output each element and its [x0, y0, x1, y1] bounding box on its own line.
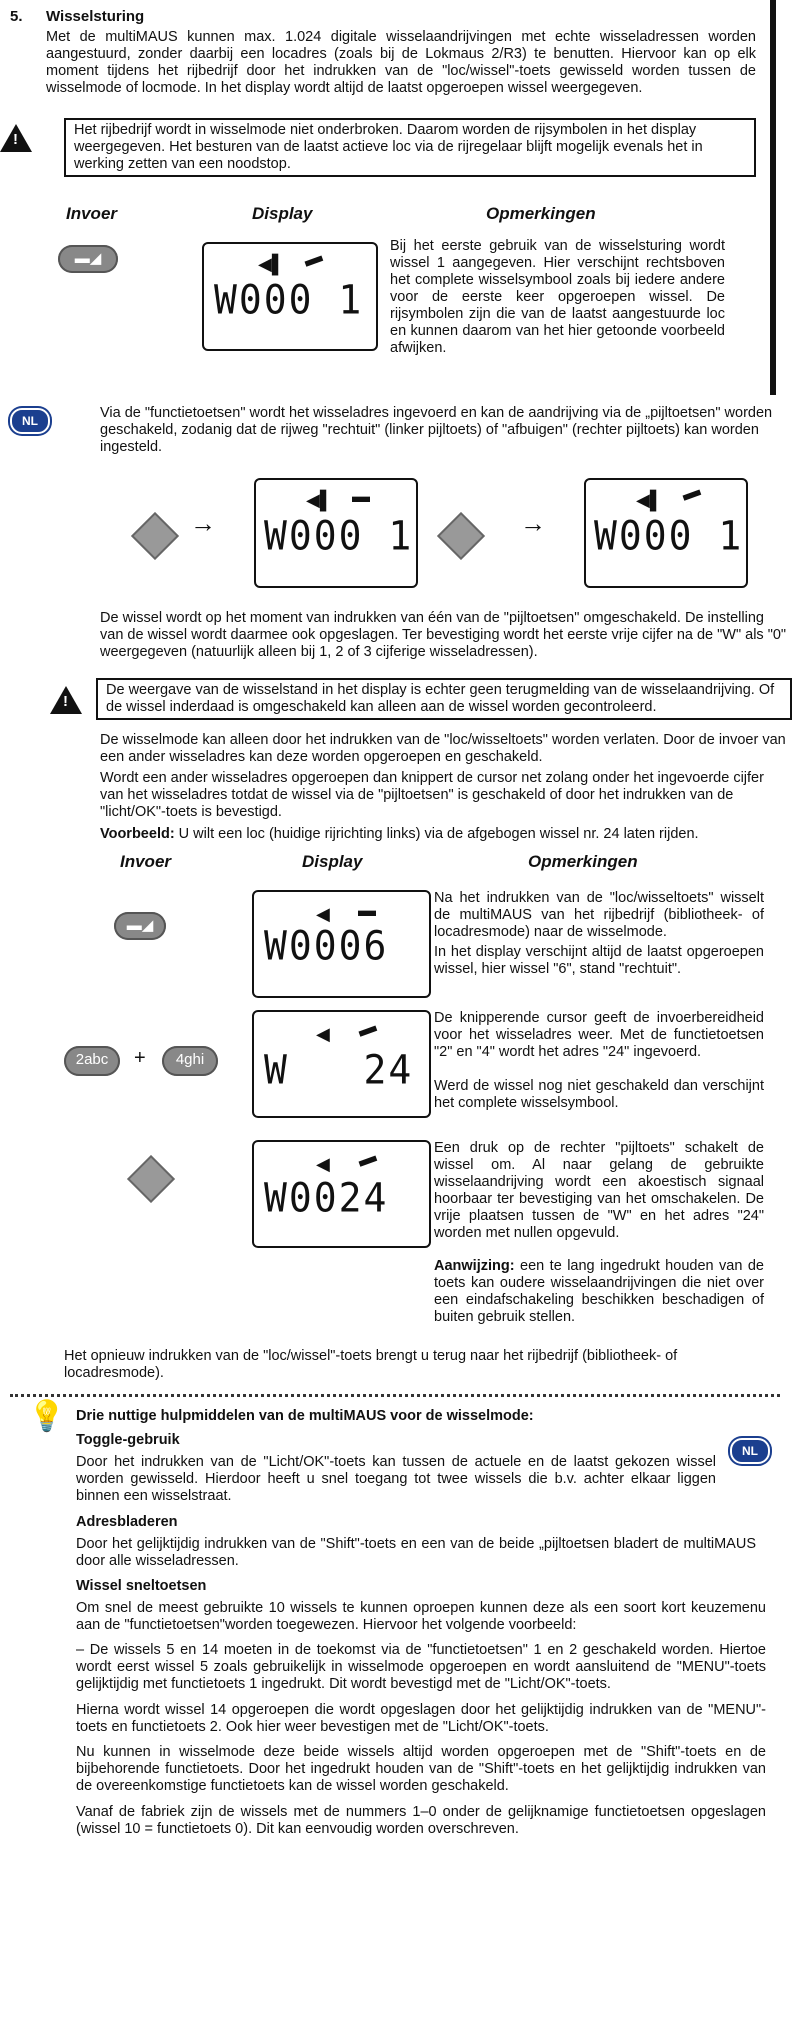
tips-para-example: – De wissels 5 en 14 moeten in de toekomst via de "functietoetsen" 1 en 2 geschakeld worden. Hiertoe wordt eerst wissel 5 zoals gebruikelijk in wisselmode opgeroepen en wordt aansluitend de "MENU"-toets gelijktijdig met functietoets 1 ingedrukt. Dit wordt bevestigd met de "Licht/OK"-toets.	[76, 1642, 766, 1692]
intro-paragraph: Met de multiMAUS kunnen max. 1.024 digitale wisselaandrijvingen met echte wisseladressen worden aangestuurd, zonder daarbij een locadres (zoals bij de Lokmaus 2/R3) te benutten. Hiervoor kan op elk moment tijdens het rijbedrijf door het indrukken van de "loc/wissel"-toets gewisseld worden tussen de wisselmode of locmode. In het display wordt altijd de laatst opgeroepen wissel weergegeven.	[46, 29, 756, 96]
lcd-text: W000 1	[594, 512, 744, 560]
turnout-straight-icon: ▬	[358, 900, 376, 920]
turnout-branch-icon: ▬	[354, 1015, 379, 1041]
direction-left-icon: ◀▌	[636, 490, 663, 510]
tips-para-store: Hierna wordt wissel 14 opgeroepen die wordt opgeslagen door het gelijktijdig indrukken van de "MENU"-toets en functietoets 2. Ook hier weer bevestigen met de "Licht/OK"-toets.	[76, 1702, 766, 1735]
lcd-text: W0006	[264, 922, 389, 970]
lcd-display-branch	[584, 478, 748, 588]
note-label: Aanwijzing:	[434, 1258, 515, 1274]
tips-para-browse: Door het gelijktijdig indrukken van de "Shift"-toets en een van de beide „pijltoetsen bladert de multiMAUS door alle wisseladressen.	[76, 1536, 756, 1569]
tips-heading-browse: Adresbladeren	[76, 1514, 178, 1530]
direction-left-icon: ◀	[316, 904, 330, 924]
col-display: Display	[302, 852, 363, 871]
tips-separator	[10, 1394, 780, 1397]
lightbulb-icon: 💡	[28, 1400, 66, 1433]
note-text: een te lang ingedrukt houden van de toets kan oudere wisselaandrijvingen die niet over een eindafschakeling beschikken beschadigen of buiten gebruik stellen.	[434, 1258, 764, 1325]
col-invoer: Invoer	[66, 204, 118, 223]
right-arrow-key-icon	[437, 512, 485, 560]
warning-icon	[0, 124, 32, 152]
col-invoer: Invoer	[120, 852, 172, 871]
tips-para-shortcuts: Om snel de meest gebruikte 10 wissels te kunnen oproepen kunnen deze als een soort kort keuzemenu aan de "functietoetsen"worden toegewezen. Hiervoor het volgende voorbeeld:	[76, 1600, 766, 1633]
direction-left-icon: ◀▌	[258, 254, 285, 274]
para-switch: De wissel wordt op het moment van indrukken van één van de "pijltoetsen" omgeschakeld. De instelling van de wissel wordt daarmee ook opgeslagen. Ter bevestiging wordt het eerste vrije cijfer na de "W" als "0" weergegeven (natuurlijk alleen bij 1, 2 of 3 cijferige wisseladressen).	[100, 610, 787, 660]
section-title: Wisselsturing	[46, 8, 145, 25]
lcd-display-straight	[254, 478, 418, 588]
direction-left-icon: ◀	[316, 1154, 330, 1174]
nl-badge: NL	[10, 408, 50, 434]
para-leave: De wisselmode kan alleen door het indrukken van de "loc/wisseltoets" worden verlaten. Door de invoer van een ander wisseladres kan deze worden opgeroepen en geschakeld.	[100, 732, 786, 765]
lcd-text: W 24	[264, 1046, 414, 1094]
right-arrow-key-icon	[127, 1155, 175, 1203]
tips-para-factory: Vanaf de fabriek zijn de wissels met de nummers 1–0 onder de gelijknamige functietoetsen opgeslagen (wissel 10 = functietoets 0). Dit kan eenvoudig worden overschreven.	[76, 1804, 766, 1837]
warning-box-1: Het rijbedrijf wordt in wisselmode niet onderbroken. Daarom worden de rijsymbolen in het display weergegeven. Het besturen van de laatst actieve loc via de rijregelaar blijft mogelijk evenals het in werking zetten van een noodstop.	[64, 118, 756, 177]
remark-1: Bij het eerste gebruik van de wisselsturing wordt wissel 1 aangegeven. Hier verschijnt rechtsboven het complete wisselsymbool zoals bij iedere andere voor de eerste keer opgeroepen wissel. De rijsymbolen zijn die van de laatst aangestuurde loc en kunnen daarom van het hier getoonde voorbeeld afwijken.	[390, 238, 725, 356]
remark-row-1: Na het indrukken van de "loc/wisseltoets" wisselt de multiMAUS van het rijbedrijf (bibliotheek- of locadresmode) naar de wisselmode.	[434, 890, 764, 940]
tips-para-use: Nu kunnen in wisselmode deze beide wissels altijd worden opgeroepen met de "Shift"-toets en de bijbehorende functietoets. Door het ingedrukt houden van de "Shift"-toets en het gelijktijdig indrukken van de overeenkomstige functietoets kan de wissel worden geschakeld.	[76, 1744, 766, 1794]
tips-para-toggle: Door het indrukken van de "Licht/OK"-toets kan tussen de actuele en de laatst gekozen wissel worden gewisseld. Hierdoor heeft u snel toegang tot twee wissels die b.v. achter elkaar liggen binnen een wisselstraat.	[76, 1454, 716, 1504]
nl-badge: NL	[730, 1438, 770, 1464]
para-back: Het opnieuw indrukken van de "loc/wissel"-toets brengt u terug naar het rijbedrijf (bibliotheek- of locadresmode).	[64, 1348, 678, 1381]
section-number: 5.	[10, 8, 23, 25]
loco-turnout-icon: ▬◢	[126, 917, 154, 934]
direction-left-icon: ◀	[316, 1024, 330, 1044]
turnout-straight-icon: ▬	[352, 486, 370, 506]
tips-heading-toggle: Toggle-gebruik	[76, 1432, 180, 1448]
example-label: Voorbeeld:	[100, 826, 175, 842]
lcd-display-row-2	[252, 1010, 431, 1118]
turnout-branch-icon: ▬	[300, 245, 325, 271]
plus-sign: +	[134, 1047, 146, 1069]
loc-wissel-key	[114, 912, 166, 940]
direction-left-icon: ◀▌	[306, 490, 333, 510]
key-4ghi: 4ghi	[162, 1046, 218, 1076]
lcd-display-row-1	[252, 890, 431, 998]
lcd-display-1	[202, 242, 378, 351]
loco-turnout-icon: ▬◢	[74, 250, 102, 267]
lcd-display-row-3	[252, 1140, 431, 1248]
tips-title: Drie nuttige hulpmiddelen van de multiMAUS voor de wisselmode:	[76, 1408, 534, 1424]
arrow-right-icon: →	[190, 508, 216, 538]
key-2abc: 2abc	[64, 1046, 120, 1076]
loc-wissel-key	[58, 245, 118, 273]
example-line	[100, 826, 788, 843]
col-opmerkingen: Opmerkingen	[486, 204, 596, 223]
warning-icon	[50, 686, 82, 714]
col-opmerkingen: Opmerkingen	[528, 852, 638, 871]
turnout-branch-icon: ▬	[354, 1145, 379, 1171]
remark-row-1b: In het display verschijnt altijd de laatst opgeroepen wissel, hier wissel "6", stand "rechtuit".	[434, 944, 764, 977]
lcd-text: W0024	[264, 1174, 389, 1222]
lcd-text: W000 1	[214, 276, 364, 324]
left-arrow-key-icon	[131, 512, 179, 560]
turnout-branch-icon: ▬	[678, 479, 703, 505]
col-display: Display	[252, 204, 313, 223]
tips-heading-shortcuts: Wissel sneltoetsen	[76, 1578, 207, 1594]
remark-row-3-note	[434, 1258, 764, 1326]
page-edge-bar	[770, 0, 776, 395]
warning-box-2: De weergave van de wisselstand in het display is echter geen terugmelding van de wisselaandrijving. Of de wissel inderdaad is omgeschakeld kan alleen aan de wissel worden gecontroleerd.	[96, 678, 792, 720]
remark-row-2: De knipperende cursor geeft de invoerbereidheid voor het wisseladres weer. Met de functietoetsen "2" en "4" wordt het adres "24" ingevoerd.	[434, 1010, 764, 1060]
para-other-address: Wordt een ander wisseladres opgeroepen dan knippert de cursor net zolang onder het ingevoerde cijfer van het wisseladres totdat de wissel via de "pijltoetsen" is geschakeld of door het indrukken van de "licht/OK"-toets is bevestigd.	[100, 770, 764, 820]
lcd-text: W000 1	[264, 512, 414, 560]
remark-row-3: Een druk op de rechter "pijltoets" schakelt de wissel om. Al naar gelang de gebruikte wisselaandrijving wordt een akoestisch signaal hoorbaar ter bevestiging van het omschakelen. De vrije plaatsen tussen de "W" en het adres "24" worden met nullen opgevuld.	[434, 1140, 764, 1241]
remark-row-2b: Werd de wissel nog niet geschakeld dan verschijnt het complete wisselsymbool.	[434, 1078, 764, 1111]
arrow-right-icon: →	[520, 508, 546, 538]
para-function-keys: Via de "functietoetsen" wordt het wisseladres ingevoerd en kan de aandrijving via de „pijltoetsen" worden geschakeld, zodanig dat de rijweg "rechtuit" (linker pijltoets) of "afbuigen" (rechter pijltoets) kan worden ingesteld.	[100, 405, 773, 455]
example-text: U wilt een loc (huidige rijrichting links) via de afgebogen wissel nr. 24 laten rijden.	[174, 826, 699, 842]
